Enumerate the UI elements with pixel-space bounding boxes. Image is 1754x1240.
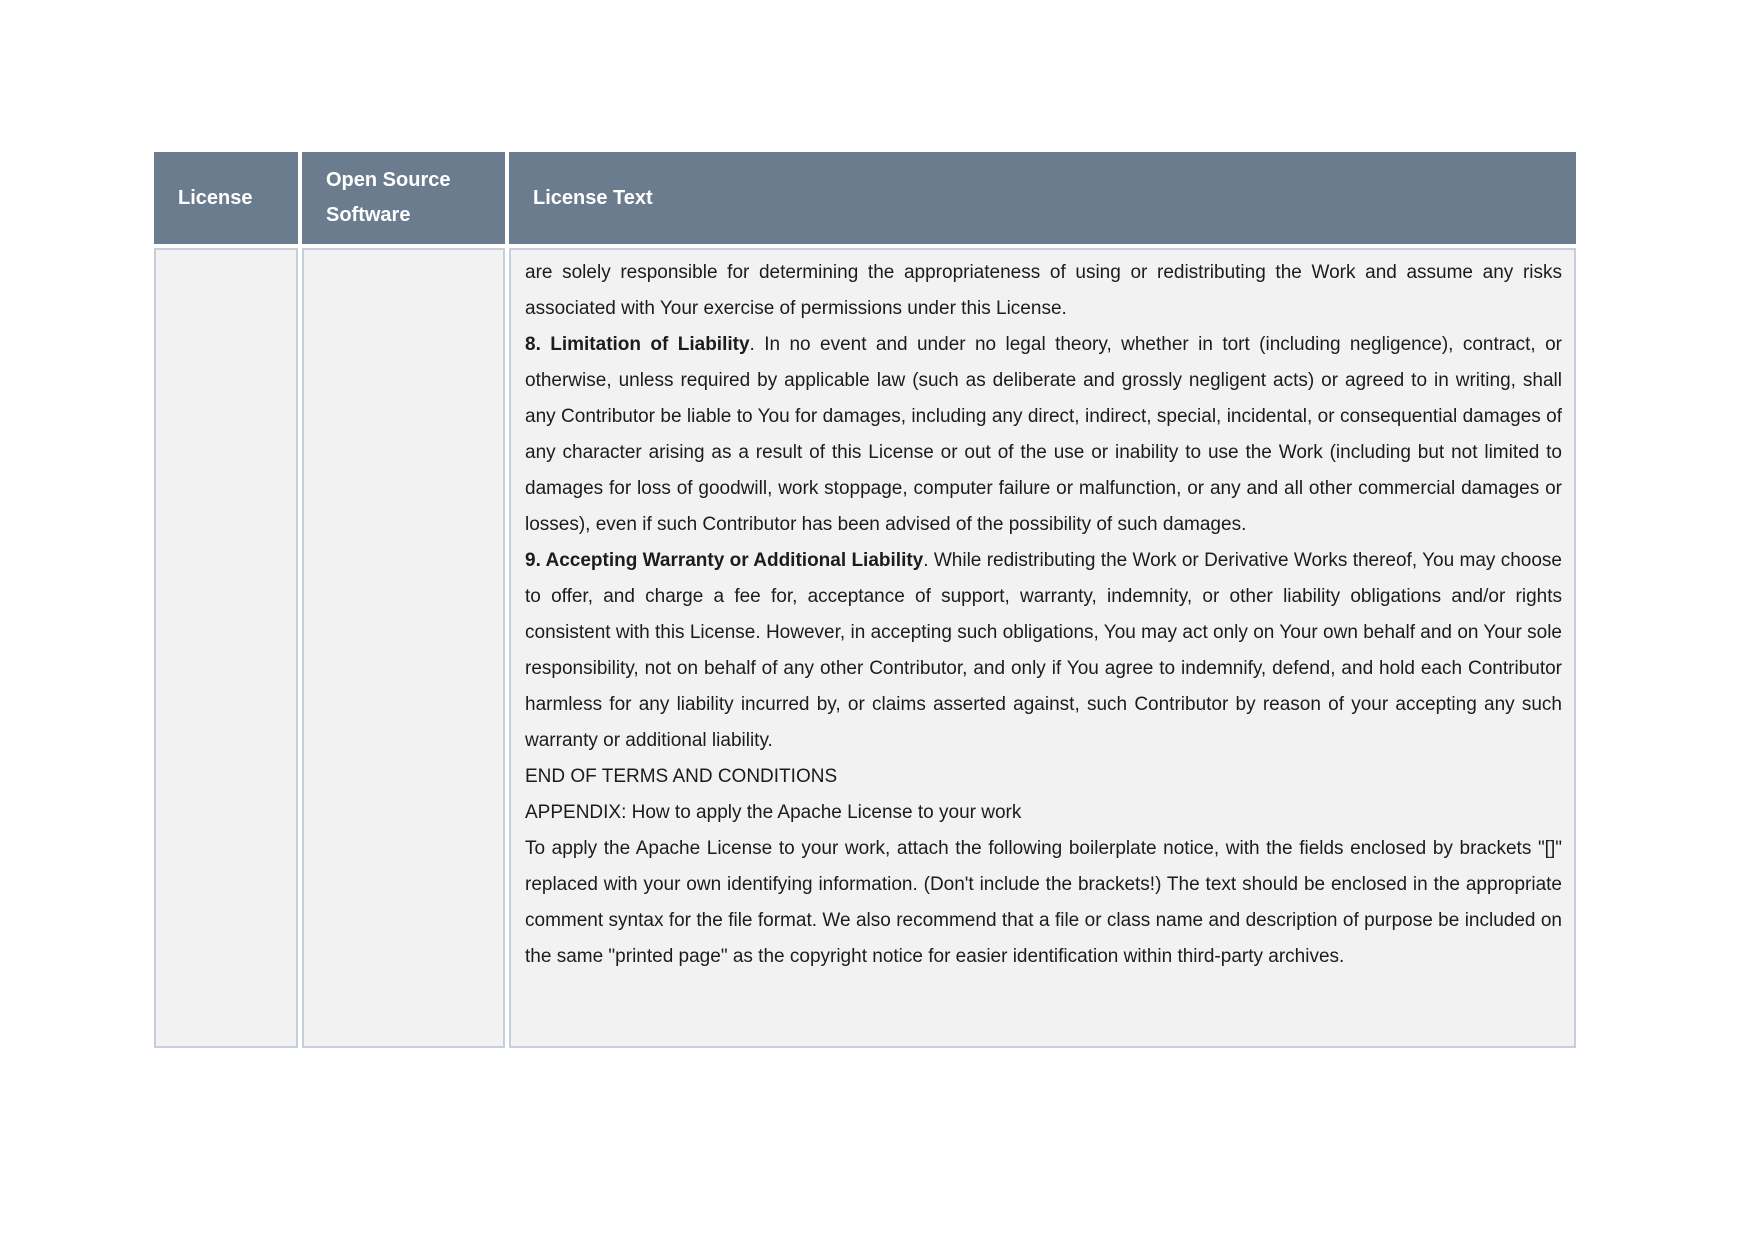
column-header-license xyxy=(154,152,298,244)
license-text-paragraph-body: To apply the Apache License to your work, attach the following boilerplate notice, with the fields enclosed by brackets "[]" replaced with your own identifying information. (Don't include the brackets!) The text should be enclosed in the appropriate comment syntax for the file format. We also recommend that a file or class name and description of purpose be included on the same "printed page" as the copyright notice for easier identification within third-party archives. xyxy=(525,838,1562,967)
license-text-paragraph xyxy=(525,831,1562,975)
license-text-paragraph-body: . While redistributing the Work or Derivative Works thereof, You may choose to offer, and charge a fee for, acceptance of support, warranty, indemnity, or other liability obligations and/or rights consistent with this License. However, in accepting such obligations, You may act only on Your own behalf and on Your sole responsibility, not on behalf of any other Contributor, and only if You agree to indemnify, defend, and hold each Contributor harmless for any liability incurred by, or claims asserted against, such Contributor by reason of your accepting any such warranty or additional liability. xyxy=(525,550,1562,751)
license-text-paragraph xyxy=(525,543,1562,759)
license-cell xyxy=(154,248,298,1048)
license-text-paragraph xyxy=(525,795,1562,831)
license-text-paragraph-bold-lead: 8. Limitation of Liability xyxy=(525,334,750,355)
license-text-cell xyxy=(509,248,1576,1048)
column-header-open-source-software-label: Open Source Software xyxy=(326,169,451,226)
column-header-open-source-software xyxy=(302,152,505,244)
license-text-paragraph-body: . In no event and under no legal theory, whether in tort (including negligence), contract, or otherwise, unless required by applicable law (such as deliberate and grossly negligent acts) or agreed to in writing, shall any Contributor be liable to You for damages, including any direct, indirect, special, incidental, or consequential damages of any character arising as a result of this License or out of the use or inability to use the Work (including but not limited to damages for loss of goodwill, work stoppage, computer failure or malfunction, or any and all other commercial damages or losses), even if such Contributor has been advised of the possibility of such damages. xyxy=(525,334,1562,535)
license-text-paragraph xyxy=(525,759,1562,795)
column-header-license-label: License xyxy=(178,186,253,209)
license-table xyxy=(154,152,1576,1048)
column-header-license-text xyxy=(509,152,1576,244)
license-text-paragraph-body: APPENDIX: How to apply the Apache License to your work xyxy=(525,802,1022,823)
license-text-paragraph xyxy=(525,327,1562,543)
column-header-license-text-label: License Text xyxy=(533,186,653,209)
license-text-paragraph-body: END OF TERMS AND CONDITIONS xyxy=(525,766,838,787)
software-cell xyxy=(302,248,505,1048)
license-text-paragraph xyxy=(525,255,1562,327)
license-text-paragraph-bold-lead: 9. Accepting Warranty or Additional Liability xyxy=(525,550,924,571)
license-text-paragraph-body: are solely responsible for determining the appropriateness of using or redistributing the Work and assume any risks associated with Your exercise of permissions under this License. xyxy=(525,262,1562,319)
